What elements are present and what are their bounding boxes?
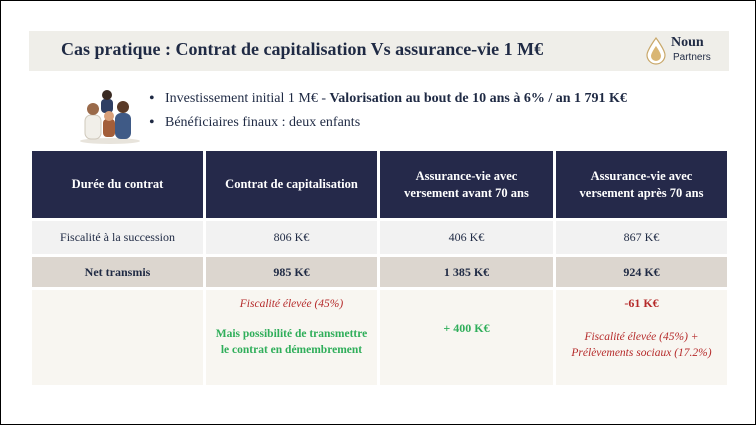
row-net-av-apres: 924 K€ xyxy=(556,257,727,287)
row-notes-av-avant xyxy=(380,290,553,385)
row-net-label: Net transmis xyxy=(32,257,203,287)
row-notes-capi xyxy=(206,290,377,385)
note-av-avant-gain: + 400 K€ xyxy=(443,321,490,335)
slide-title: Cas pratique : Contrat de capitalisation Vs assurance-vie 1 M€ xyxy=(61,39,544,59)
row-net-capi: 985 K€ xyxy=(206,257,377,287)
row-fiscalite-capi: 806 K€ xyxy=(206,221,377,254)
row-net-av-avant: 1 385 K€ xyxy=(380,257,553,287)
bullet-list xyxy=(147,87,717,135)
family-illustration xyxy=(75,89,145,145)
bullet-beneficiaries: • Bénéficiaires finaux : deux enfants xyxy=(147,111,717,135)
drop-icon xyxy=(645,37,667,65)
logo-name: Noun xyxy=(671,35,704,50)
header-duree: Durée du contrat xyxy=(32,151,203,218)
row-notes-av-apres xyxy=(556,290,727,385)
row-fiscalite-label: Fiscalité à la succession xyxy=(32,221,203,254)
title-bar xyxy=(29,31,729,71)
row-fiscalite-av-avant: 406 K€ xyxy=(380,221,553,254)
header-av-apres-70: Assurance-vie avec versement après 70 ans xyxy=(556,151,727,218)
row-fiscalite-av-apres: 867 K€ xyxy=(556,221,727,254)
header-av-avant-70: Assurance-vie avec versement avant 70 ans xyxy=(380,151,553,218)
bullet-valuation-text: Valorisation au bout de 10 ans à 6% / an 1 791 K€ xyxy=(329,91,627,106)
header-capitalisation: Contrat de capitalisation xyxy=(206,151,377,218)
note-av-apres-loss: -61 K€ xyxy=(624,296,659,310)
row-notes-empty xyxy=(32,290,203,385)
logo-sub: Partners xyxy=(673,52,711,63)
note-capi-demembrement: Mais possibilité de transmettre le contrat en démembrement xyxy=(215,328,368,356)
bullet-investment xyxy=(147,87,717,111)
note-capi-fiscalite: Fiscalité élevée (45%) xyxy=(239,298,344,310)
bullet-investment-text: Investissement initial 1 M€ - xyxy=(165,91,330,106)
noun-partners-logo xyxy=(645,35,725,67)
note-av-apres-fiscalite: Fiscalité élevée (45%) + Prélèvements sociaux (17.2%) xyxy=(571,331,712,359)
